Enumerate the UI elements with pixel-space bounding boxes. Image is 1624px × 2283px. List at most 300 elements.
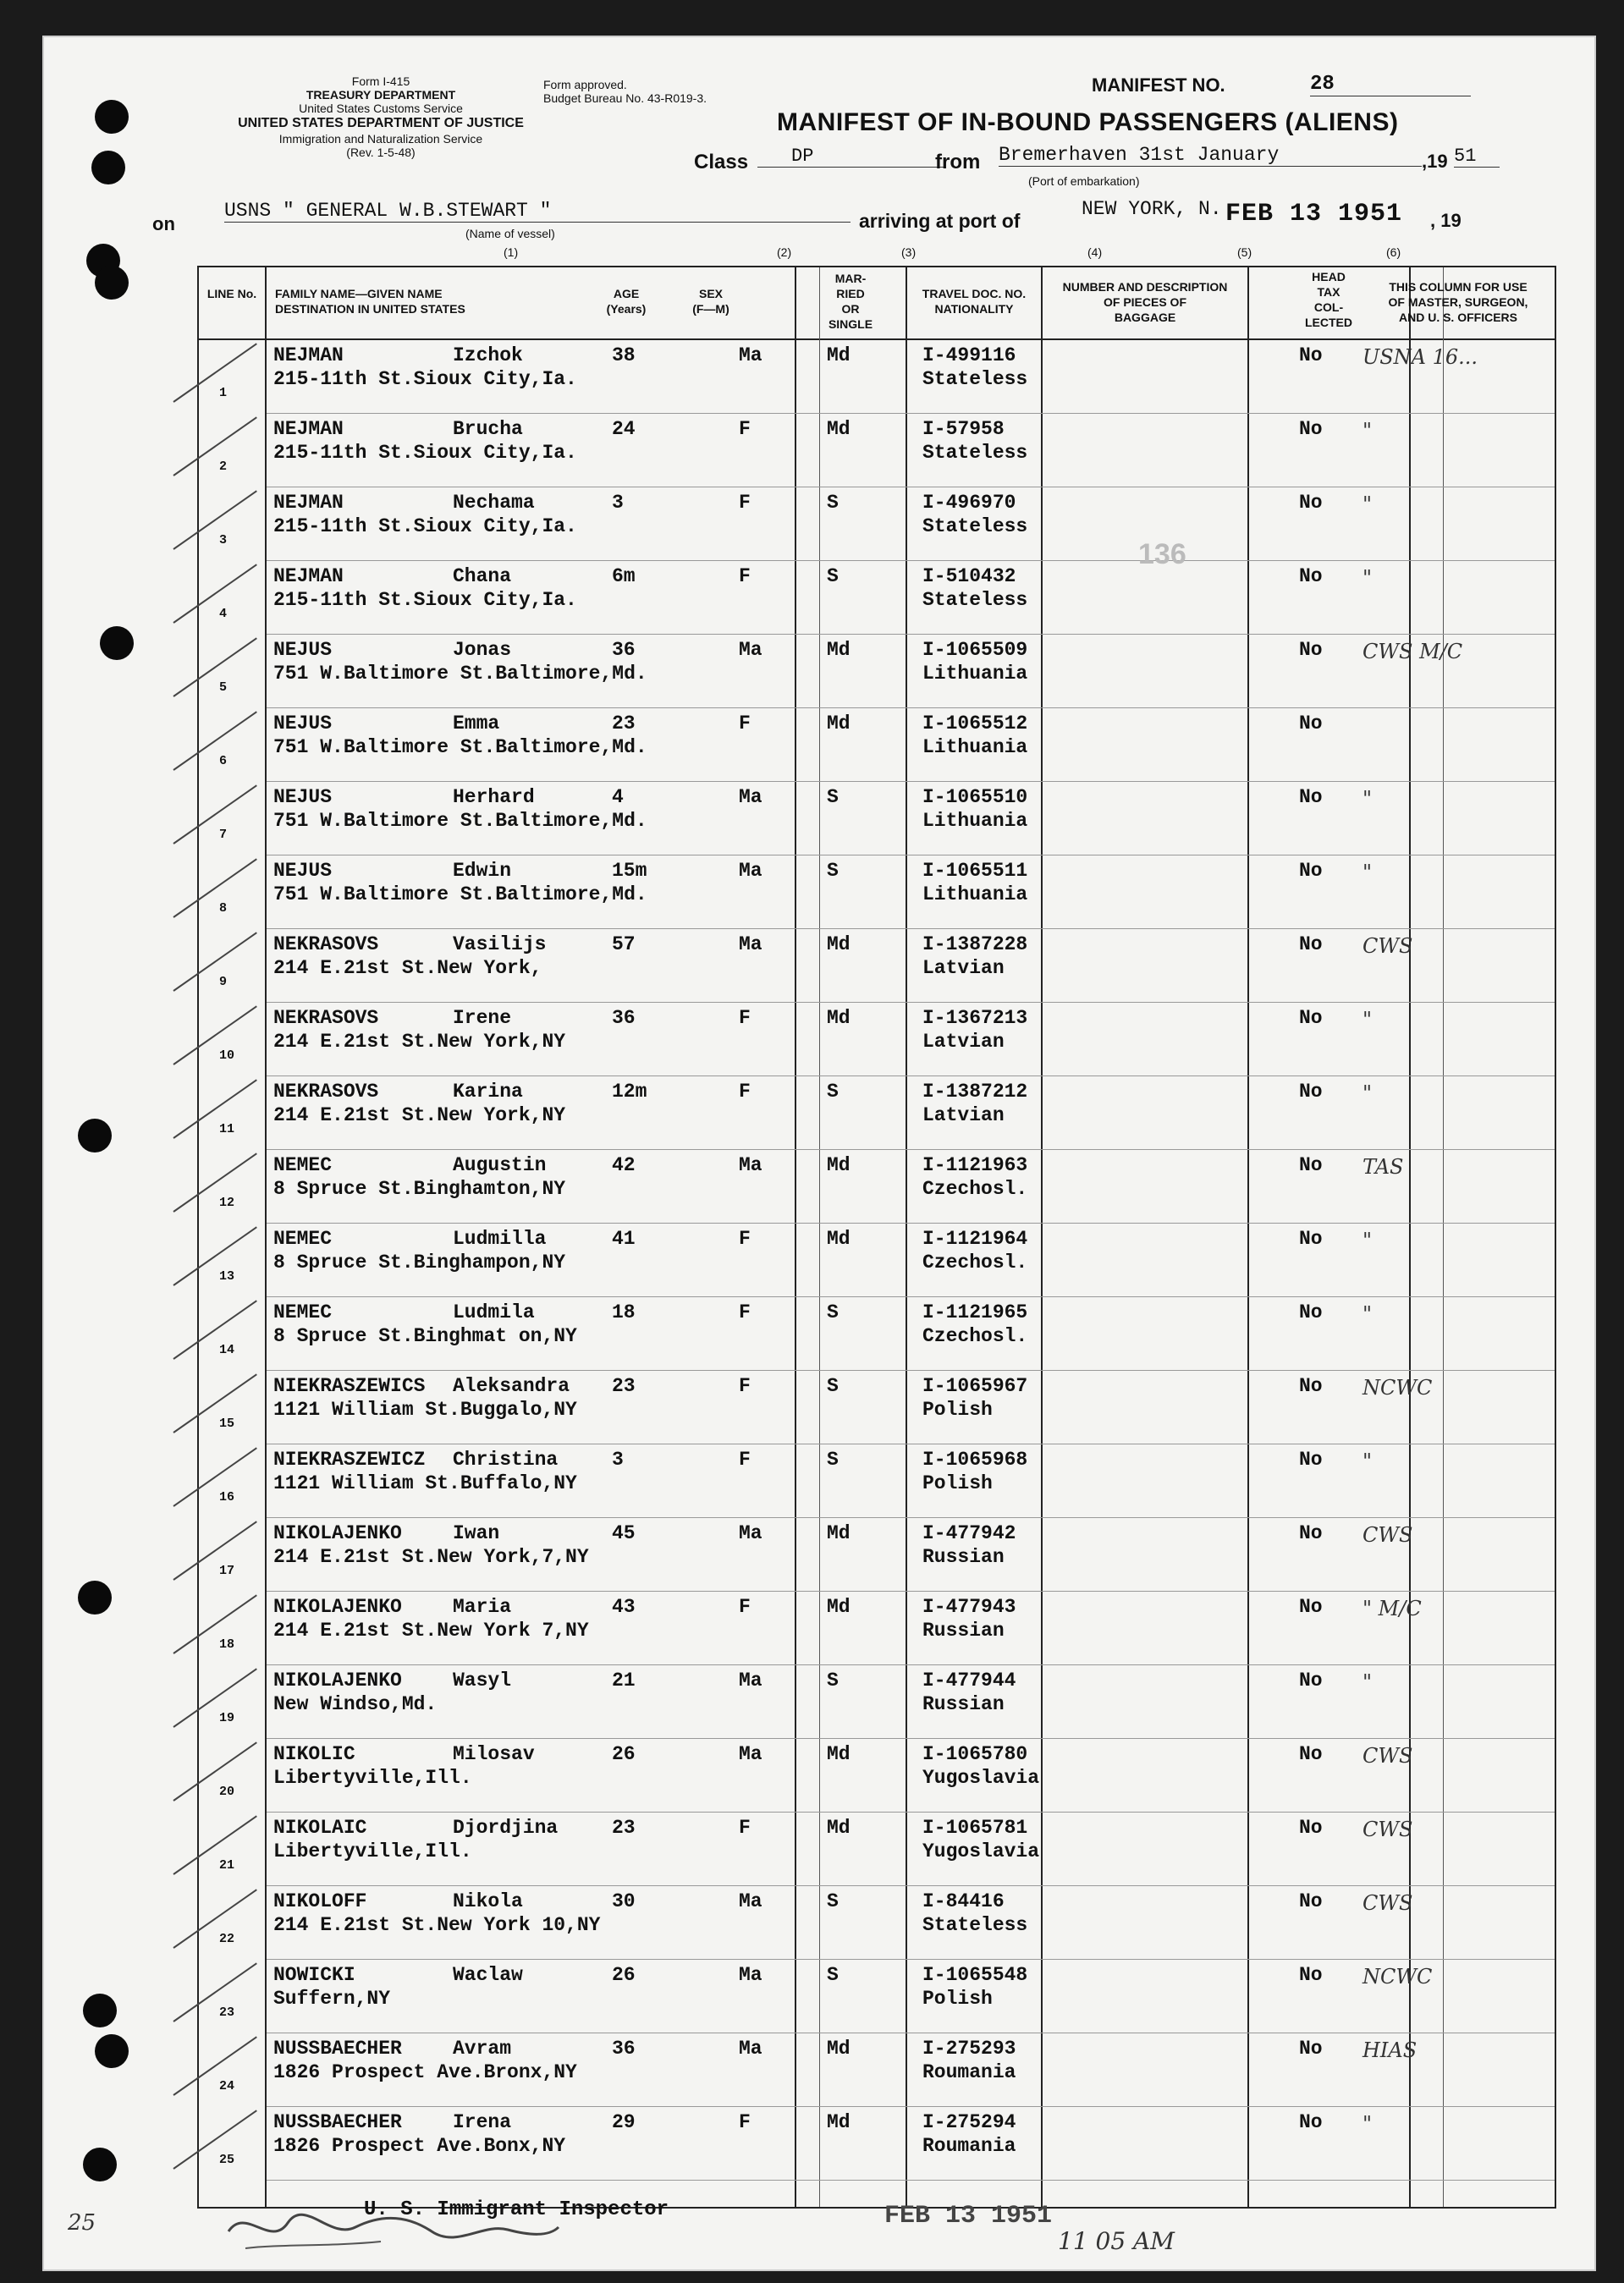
family-name: NUSSBAECHER xyxy=(273,2111,402,2133)
table-row xyxy=(199,708,1555,782)
manifest-table xyxy=(197,266,1556,2209)
header-name: FAMILY NAME—GIVEN NAME DESTINATION IN UNITED STATES xyxy=(275,287,465,316)
line-number: 15 xyxy=(219,1417,235,1431)
officer-note: " xyxy=(1363,1450,1373,1473)
binder-hole xyxy=(95,2034,129,2068)
marital-status: S xyxy=(827,565,839,587)
check-mark xyxy=(173,1226,256,1285)
line-number: 12 xyxy=(219,1196,235,1210)
line-number: 14 xyxy=(219,1343,235,1357)
marital-status: Md xyxy=(827,418,851,440)
table-row xyxy=(199,1960,1555,2033)
col-num-6: (6) xyxy=(1386,245,1401,259)
nationality: Lithuania xyxy=(922,810,1028,832)
year-prefix: ,19 xyxy=(1422,151,1448,172)
nationality: Russian xyxy=(922,1693,1005,1715)
destination-address: 215-11th St.Sioux City,Ia. xyxy=(273,589,577,611)
check-mark xyxy=(173,1005,256,1064)
family-name: NIKOLAJENKO xyxy=(273,1596,402,1618)
check-mark xyxy=(173,858,256,917)
head-tax: No xyxy=(1299,1522,1323,1544)
table-row xyxy=(199,1371,1555,1444)
destination-address: 215-11th St.Sioux City,Ia. xyxy=(273,368,577,390)
family-name: NEMEC xyxy=(273,1301,333,1323)
age: 26 xyxy=(612,1743,636,1765)
nationality: Roumania xyxy=(922,2061,1016,2083)
table-row xyxy=(199,487,1555,561)
line-number: 20 xyxy=(219,1785,235,1799)
table-row xyxy=(199,1224,1555,1297)
head-tax: No xyxy=(1299,565,1323,587)
binder-hole xyxy=(83,2148,117,2181)
given-name: Herhard xyxy=(453,786,535,808)
officer-note: " xyxy=(1363,861,1373,884)
given-name: Iwan xyxy=(453,1522,500,1544)
given-name: Edwin xyxy=(453,860,512,882)
age: 38 xyxy=(612,344,636,366)
given-name: Ludmila xyxy=(453,1301,535,1323)
footer-time: 11 05 AM xyxy=(1058,2227,1175,2255)
officer-note: " xyxy=(1363,1302,1373,1326)
from-value: Bremerhaven 31st January xyxy=(999,144,1422,167)
given-name: Avram xyxy=(453,2038,512,2060)
age: 3 xyxy=(612,492,624,514)
officer-note: CWS M/C xyxy=(1363,640,1463,663)
officer-note: " xyxy=(1363,787,1373,811)
given-name: Karina xyxy=(453,1081,523,1103)
table-row xyxy=(199,1297,1555,1371)
sex: F xyxy=(739,1007,751,1029)
marital-status: S xyxy=(827,1964,839,1986)
travel-doc-no: I-1065510 xyxy=(922,786,1028,808)
officer-note: " xyxy=(1363,1670,1373,1694)
head-tax: No xyxy=(1299,1228,1323,1250)
head-tax: No xyxy=(1299,1817,1323,1839)
marital-status: Md xyxy=(827,1228,851,1250)
age: 23 xyxy=(612,1375,636,1397)
age: 42 xyxy=(612,1154,636,1176)
sex: F xyxy=(739,2111,751,2133)
header-baggage: NUMBER AND DESCRIPTION OF PIECES OF BAGGAGE xyxy=(1062,280,1228,324)
family-name: NEMEC xyxy=(273,1154,333,1176)
destination-address: 1121 William St.Buffalo,NY xyxy=(273,1472,577,1494)
sex: F xyxy=(739,1081,751,1103)
nationality: Stateless xyxy=(922,368,1028,390)
nationality: Lithuania xyxy=(922,736,1028,758)
nationality: Czechosl. xyxy=(922,1325,1028,1347)
marital-status: Md xyxy=(827,712,851,734)
sex: F xyxy=(739,418,751,440)
destination-address: 215-11th St.Sioux City,Ia. xyxy=(273,515,577,537)
officer-note: " xyxy=(1363,2112,1373,2136)
table-row xyxy=(199,1813,1555,1886)
col-num-2: (2) xyxy=(777,245,792,259)
age: 30 xyxy=(612,1890,636,1912)
given-name: Christina xyxy=(453,1449,559,1471)
head-tax: No xyxy=(1299,1154,1323,1176)
given-name: Djordjina xyxy=(453,1817,559,1839)
family-name: NIKOLOFF xyxy=(273,1890,367,1912)
line-number: 16 xyxy=(219,1490,235,1505)
class-value: DP xyxy=(757,146,944,168)
marital-status: Md xyxy=(827,1154,851,1176)
family-name: NEMEC xyxy=(273,1228,333,1250)
nationality: Stateless xyxy=(922,442,1028,464)
age: 26 xyxy=(612,1964,636,1986)
table-row xyxy=(199,340,1555,414)
marital-status: S xyxy=(827,1670,839,1692)
line-number: 17 xyxy=(219,1564,235,1578)
officer-note: " xyxy=(1363,492,1373,516)
given-name: Irena xyxy=(453,2111,512,2133)
line-number: 24 xyxy=(219,2079,235,2093)
destination-address: 8 Spruce St.Binghamton,NY xyxy=(273,1178,566,1200)
officer-note: USNA 16... xyxy=(1363,345,1478,369)
travel-doc-no: I-1387228 xyxy=(922,933,1028,955)
header-age: AGE (Years) xyxy=(606,287,647,316)
officer-note: CWS xyxy=(1363,934,1413,958)
table-row xyxy=(199,1518,1555,1592)
age: 4 xyxy=(612,786,624,808)
marital-status: Md xyxy=(827,2111,851,2133)
header-married: MAR- RIED OR SINGLE xyxy=(828,272,873,331)
header-line: LINE No. xyxy=(206,287,257,300)
manifest-rows xyxy=(199,340,1555,2207)
travel-doc-no: I-1065781 xyxy=(922,1817,1028,1839)
nationality: Russian xyxy=(922,1546,1005,1568)
sex: F xyxy=(739,712,751,734)
vessel-caption: (Name of vessel) xyxy=(465,227,555,240)
marital-status: Md xyxy=(827,1743,851,1765)
line-number: 13 xyxy=(219,1269,235,1284)
nationality: Latvian xyxy=(922,1104,1005,1126)
age: 21 xyxy=(612,1670,636,1692)
travel-doc-no: I-1065511 xyxy=(922,860,1028,882)
travel-doc-no: I-477942 xyxy=(922,1522,1016,1544)
head-tax: No xyxy=(1299,1596,1323,1618)
destination-address: 215-11th St.Sioux City,Ia. xyxy=(273,442,577,464)
head-tax: No xyxy=(1299,860,1323,882)
table-row xyxy=(199,1444,1555,1518)
nationality: Yugoslavia xyxy=(922,1767,1040,1789)
table-row xyxy=(199,1739,1555,1813)
check-mark xyxy=(173,932,256,991)
family-name: NEJUS xyxy=(273,786,333,808)
check-mark xyxy=(173,1594,256,1653)
check-mark xyxy=(173,1962,256,2022)
nationality: Latvian xyxy=(922,1031,1005,1053)
destination-address: 214 E.21st St.New York, xyxy=(273,957,542,979)
destination-address: 214 E.21st St.New York 10,NY xyxy=(273,1914,601,1936)
line-number: 8 xyxy=(219,901,228,916)
sex: F xyxy=(739,565,751,587)
table-row xyxy=(199,2107,1555,2181)
table-row xyxy=(199,1076,1555,1150)
travel-doc-no: I-84416 xyxy=(922,1890,1005,1912)
treasury-label: TREASURY DEPARTMENT xyxy=(306,88,456,102)
check-mark xyxy=(173,343,256,402)
officer-note: CWS xyxy=(1363,1523,1413,1547)
check-mark xyxy=(173,1521,256,1580)
head-tax: No xyxy=(1299,639,1323,661)
header-headtax: HEAD TAX COL- LECTED xyxy=(1305,270,1352,329)
inspector-label: U. S. Immigrant Inspector xyxy=(364,2198,669,2221)
family-name: NEKRASOVS xyxy=(273,1081,379,1103)
head-tax: No xyxy=(1299,1081,1323,1103)
check-mark xyxy=(173,784,256,844)
line-number: 11 xyxy=(219,1122,235,1136)
table-row xyxy=(199,1592,1555,1665)
head-tax: No xyxy=(1299,712,1323,734)
officer-note: CWS xyxy=(1363,1744,1413,1768)
age: 36 xyxy=(612,2038,636,2060)
head-tax: No xyxy=(1299,1743,1323,1765)
officer-note: " xyxy=(1363,566,1373,590)
travel-doc-no: I-1065512 xyxy=(922,712,1028,734)
marital-status: Md xyxy=(827,1817,851,1839)
col-num-3: (3) xyxy=(901,245,917,259)
table-row xyxy=(199,1003,1555,1076)
sex: F xyxy=(739,1228,751,1250)
table-row xyxy=(199,1150,1555,1224)
age: 41 xyxy=(612,1228,636,1250)
binder-hole xyxy=(78,1581,112,1615)
family-name: NIKOLAIC xyxy=(273,1817,367,1839)
given-name: Emma xyxy=(453,712,500,734)
travel-doc-no: I-275293 xyxy=(922,2038,1016,2060)
destination-address: 8 Spruce St.Binghmat on,NY xyxy=(273,1325,577,1347)
head-tax: No xyxy=(1299,1670,1323,1692)
given-name: Wasyl xyxy=(453,1670,512,1692)
head-tax: No xyxy=(1299,492,1323,514)
family-name: NEJUS xyxy=(273,639,333,661)
line-number: 10 xyxy=(219,1048,235,1063)
from-label: from xyxy=(935,151,981,173)
travel-doc-no: I-1065968 xyxy=(922,1449,1028,1471)
check-mark xyxy=(173,1300,256,1359)
table-row xyxy=(199,782,1555,855)
head-tax: No xyxy=(1299,2111,1323,2133)
head-tax: No xyxy=(1299,1964,1323,1986)
inspector-signature xyxy=(212,2198,567,2257)
line-number: 1 xyxy=(219,386,228,400)
head-tax: No xyxy=(1299,786,1323,808)
age: 36 xyxy=(612,639,636,661)
travel-doc-no: I-275294 xyxy=(922,2111,1016,2133)
nationality: Czechosl. xyxy=(922,1178,1028,1200)
sex: Ma xyxy=(739,1154,762,1176)
sex: F xyxy=(739,1596,751,1618)
travel-doc-no: I-1065780 xyxy=(922,1743,1028,1765)
nationality: Stateless xyxy=(922,589,1028,611)
justice-label: UNITED STATES DEPARTMENT OF JUSTICE xyxy=(238,116,524,130)
head-tax: No xyxy=(1299,344,1323,366)
destination-address: 214 E.21st St.New York,NY xyxy=(273,1104,566,1126)
line-number: 3 xyxy=(219,533,228,547)
check-mark xyxy=(173,1079,256,1138)
officer-note: " M/C xyxy=(1363,1597,1422,1620)
check-mark xyxy=(173,1815,256,1874)
line-number: 6 xyxy=(219,754,228,768)
on-label: on xyxy=(152,213,175,234)
given-name: Nechama xyxy=(453,492,535,514)
destination-address: 751 W.Baltimore St.Baltimore,Md. xyxy=(273,883,647,905)
arrival-year: , 19 xyxy=(1430,210,1462,231)
family-name: NIEKRASZEWICS xyxy=(273,1375,426,1397)
check-mark xyxy=(173,1889,256,1948)
nationality: Russian xyxy=(922,1620,1005,1642)
travel-doc-no: I-1065509 xyxy=(922,639,1028,661)
footer-date-stamp: FEB 13 1951 xyxy=(884,2202,1053,2231)
travel-doc-no: I-477944 xyxy=(922,1670,1016,1692)
sex: Ma xyxy=(739,1890,762,1912)
nationality: Lithuania xyxy=(922,883,1028,905)
line-number: 4 xyxy=(219,607,228,621)
header-travel: TRAVEL DOC. NO. NATIONALITY xyxy=(922,287,1027,316)
table-row xyxy=(199,855,1555,929)
age: 36 xyxy=(612,1007,636,1029)
travel-doc-no: I-477943 xyxy=(922,1596,1016,1618)
family-name: NUSSBAECHER xyxy=(273,2038,402,2060)
check-mark xyxy=(173,1373,256,1433)
sex: Ma xyxy=(739,2038,762,2060)
age: 43 xyxy=(612,1596,636,1618)
family-name: NEJMAN xyxy=(273,492,344,514)
given-name: Irene xyxy=(453,1007,512,1029)
destination-address: 1826 Prospect Ave.Bronx,NY xyxy=(273,2061,577,2083)
binder-hole xyxy=(100,626,134,660)
check-mark xyxy=(173,711,256,770)
age: 6m xyxy=(612,565,636,587)
check-mark xyxy=(173,1447,256,1506)
travel-doc-no: I-1121964 xyxy=(922,1228,1028,1250)
officer-note: " xyxy=(1363,1008,1373,1031)
age: 15m xyxy=(612,860,647,882)
sex: Ma xyxy=(739,1964,762,1986)
binder-hole xyxy=(95,100,129,134)
given-name: Waclaw xyxy=(453,1964,523,1986)
given-name: Aleksandra xyxy=(453,1375,570,1397)
table-row xyxy=(199,929,1555,1003)
table-row xyxy=(199,635,1555,708)
age: 45 xyxy=(612,1522,636,1544)
travel-doc-no: I-1367213 xyxy=(922,1007,1028,1029)
check-mark xyxy=(173,1741,256,1801)
nationality: Polish xyxy=(922,1988,993,2010)
nationality: Stateless xyxy=(922,515,1028,537)
rev-label: (Rev. 1-5-48) xyxy=(346,146,416,159)
given-name: Vasilijs xyxy=(453,933,547,955)
customs-label: United States Customs Service xyxy=(299,102,463,115)
given-name: Chana xyxy=(453,565,512,587)
destination-address: 214 E.21st St.New York 7,NY xyxy=(273,1620,589,1642)
line-number: 22 xyxy=(219,1932,235,1946)
sex: Ma xyxy=(739,1522,762,1544)
sex: Ma xyxy=(739,860,762,882)
destination-address: 214 E.21st St.New York,NY xyxy=(273,1031,566,1053)
family-name: NEJMAN xyxy=(273,565,344,587)
corner-number: 25 xyxy=(68,2210,96,2236)
sex: F xyxy=(739,492,751,514)
marital-status: S xyxy=(827,1449,839,1471)
head-tax: No xyxy=(1299,933,1323,955)
nationality: Czechosl. xyxy=(922,1252,1028,1274)
family-name: NOWICKI xyxy=(273,1964,355,1986)
line-number: 21 xyxy=(219,1858,235,1873)
sex: Ma xyxy=(739,639,762,661)
travel-doc-no: I-510432 xyxy=(922,565,1016,587)
line-number: 23 xyxy=(219,2005,235,2020)
approved-label: Form approved. xyxy=(543,78,627,91)
form-number: Form I-415 xyxy=(351,74,410,88)
table-row xyxy=(199,414,1555,487)
marital-status: Md xyxy=(827,344,851,366)
arrival-date-stamp: FEB 13 1951 xyxy=(1225,200,1403,228)
officer-note: HIAS xyxy=(1363,2038,1418,2062)
header-sex: SEX (F—M) xyxy=(692,287,729,316)
nationality: Latvian xyxy=(922,957,1005,979)
age: 29 xyxy=(612,2111,636,2133)
binder-hole xyxy=(83,1994,117,2027)
head-tax: No xyxy=(1299,1890,1323,1912)
age: 23 xyxy=(612,1817,636,1839)
check-mark xyxy=(173,490,256,549)
marital-status: Md xyxy=(827,1007,851,1029)
check-mark xyxy=(173,637,256,696)
destination-address: 1826 Prospect Ave.Bonx,NY xyxy=(273,2135,566,2157)
check-mark xyxy=(173,2036,256,2095)
manifest-no-label: MANIFEST NO. xyxy=(1092,74,1225,96)
marital-status: Md xyxy=(827,2038,851,2060)
sex: Ma xyxy=(739,933,762,955)
arrival-port: NEW YORK, N. xyxy=(1082,198,1222,220)
age: 12m xyxy=(612,1081,647,1103)
officer-note: " xyxy=(1363,419,1373,443)
col-num-4: (4) xyxy=(1087,245,1103,259)
age: 24 xyxy=(612,418,636,440)
head-tax: No xyxy=(1299,418,1323,440)
marital-status: S xyxy=(827,1375,839,1397)
destination-address: Suffern,NY xyxy=(273,1988,391,2010)
binder-hole xyxy=(95,266,129,300)
officer-note: " xyxy=(1363,1081,1373,1105)
line-number: 7 xyxy=(219,828,228,842)
marital-status: Md xyxy=(827,933,851,955)
marital-status: S xyxy=(827,1081,839,1103)
given-name: Jonas xyxy=(453,639,512,661)
destination-address: 751 W.Baltimore St.Baltimore,Md. xyxy=(273,810,647,832)
family-name: NEJUS xyxy=(273,712,333,734)
family-name: NEKRASOVS xyxy=(273,933,379,955)
manifest-no: 28 xyxy=(1310,73,1471,96)
col-num-1: (1) xyxy=(504,245,519,259)
row-divider xyxy=(267,2180,1555,2181)
marital-status: Md xyxy=(827,1596,851,1618)
head-tax: No xyxy=(1299,2038,1323,2060)
officer-note: NCWC xyxy=(1363,1965,1433,1989)
line-number: 25 xyxy=(219,2153,235,2167)
destination-address: 751 W.Baltimore St.Baltimore,Md. xyxy=(273,663,647,685)
destination-address: New Windso,Md. xyxy=(273,1693,438,1715)
travel-doc-no: I-1065967 xyxy=(922,1375,1028,1397)
line-number: 2 xyxy=(219,459,228,474)
sex: F xyxy=(739,1375,751,1397)
family-name: NIEKRASZEWICZ xyxy=(273,1449,426,1471)
marital-status: S xyxy=(827,1890,839,1912)
family-name: NEKRASOVS xyxy=(273,1007,379,1029)
vessel-name: USNS " GENERAL W.B.STEWART " xyxy=(224,200,851,223)
travel-doc-no: I-499116 xyxy=(922,344,1016,366)
